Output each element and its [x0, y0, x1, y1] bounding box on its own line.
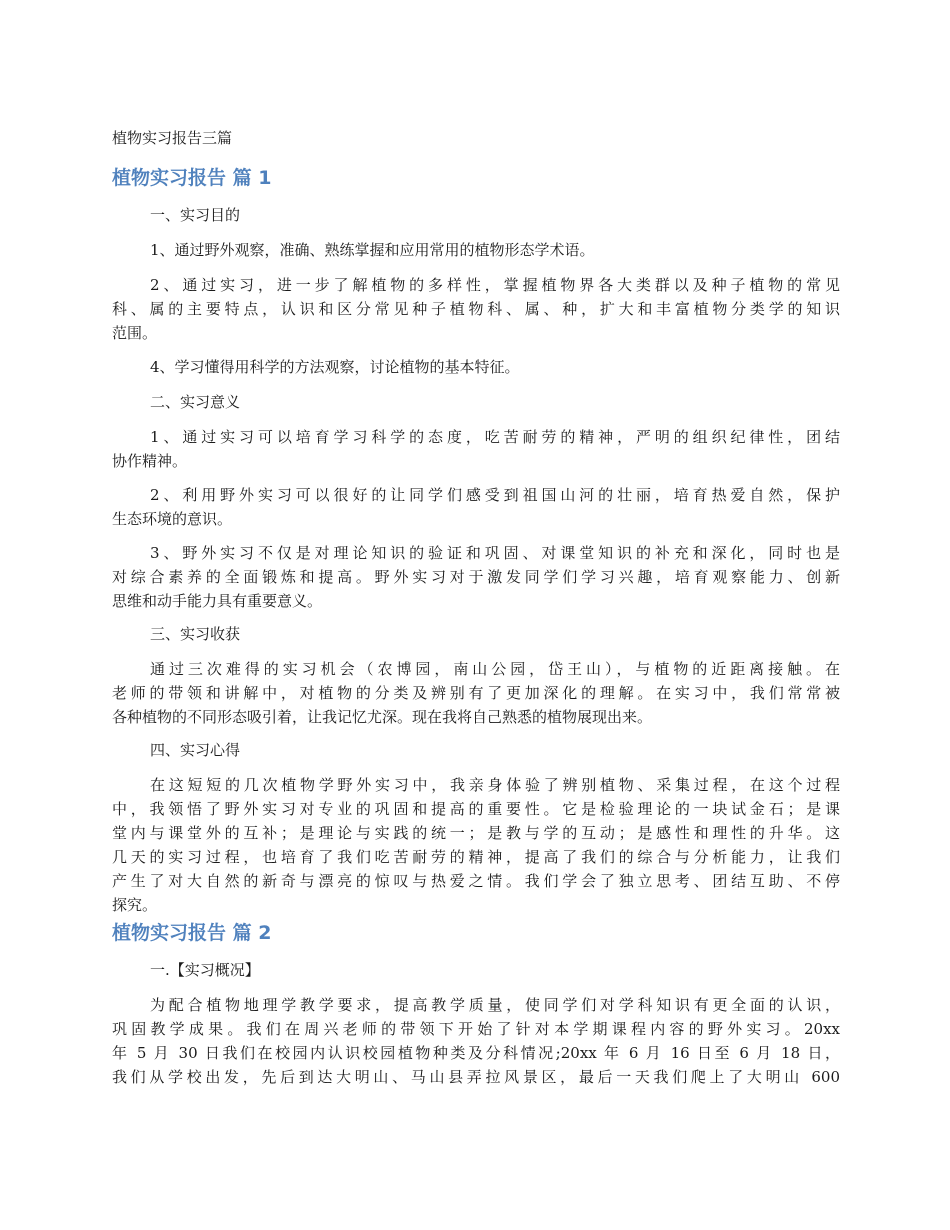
reflections-paragraph: [112, 773, 840, 917]
overview-line-1: 为配合植物地理学教学要求，提高教学质量，使同学们对学科知识有更全面的认识，: [150, 996, 840, 1014]
goal-item-1: [112, 238, 840, 262]
reflections-line-1: 在这短短的几次植物学野外实习中，我亲身体验了辨别植物、采集过程，在这个过程: [150, 776, 840, 794]
overview-line-2: 巩固教学成果。我们在周兴老师的带领下开始了针对本学期课程内容的野外实习。20xx: [112, 1020, 840, 1038]
heading-text: 二、实习意义: [150, 393, 241, 411]
meaning-3-line-1: 3、野外实习不仅是对理论知识的验证和巩固、对课堂知识的补充和深化，同时也是: [150, 544, 840, 562]
meaning-3-line-2: 对综合素养的全面锻炼和提高。野外实习对于激发同学们学习兴趣，培育观察能力、创新: [112, 568, 840, 586]
heading-internship-gains: [112, 622, 840, 646]
reflections-line-4: 几天的实习过程，也培育了我们吃苦耐劳的精神，提高了我们的综合与分析能力，让我们: [112, 848, 840, 866]
heading-internship-overview: [112, 958, 840, 982]
section-heading-2: 植物实习报告 篇 2: [112, 922, 272, 944]
reflections-line-5: 产生了对大自然的新奇与漂亮的惊叹与热爱之情。我们学会了独立思考、团结互助、不停: [112, 872, 840, 890]
heading-internship-reflections: [112, 738, 840, 762]
heading-text: 一、实习目的: [150, 206, 241, 224]
reflections-line-3: 堂内与课堂外的互补；是理论与实践的统一；是教与学的互动；是感性和理性的升华。这: [112, 824, 840, 842]
reflections-line-6: 探究。: [112, 896, 158, 914]
meaning-1-line-2: 协作精神。: [112, 452, 188, 470]
meaning-3-line-3: 思维和动手能力具有重要意义。: [112, 592, 323, 610]
goal-item-2: [112, 273, 840, 345]
heading-internship-goals: [112, 203, 840, 227]
meaning-2-line-2: 生态环境的意识。: [112, 510, 233, 528]
goal-item-4: [112, 355, 840, 379]
goal-1-text: 1、通过野外观察，准确、熟练掌握和应用常用的植物形态学术语。: [150, 241, 595, 259]
meaning-2-line-1: 2、利用野外实习可以很好的让同学们感受到祖国山河的壮丽，培育热爱自然，保护: [150, 486, 840, 504]
gains-line-3: 各种植物的不同形态吸引着，让我记忆尤深。现在我将自己熟悉的植物展现出来。: [112, 708, 653, 726]
reflections-line-2: 中，我领悟了野外实习对专业的巩固和提高的重要性。它是检验理论的一块试金石；是课: [112, 800, 840, 818]
heading-text: 四、实习心得: [150, 741, 241, 759]
goal-4-text: 4、学习懂得用科学的方法观察，讨论植物的基本特征。: [150, 358, 520, 376]
goal-2-line-1: 2、通过实习，进一步了解植物的多样性，掌握植物界各大类群以及种子植物的常见: [150, 276, 840, 294]
gains-line-1: 通过三次难得的实习机会（农博园，南山公园，岱王山），与植物的近距离接触。在: [150, 660, 840, 678]
goal-2-line-2: 科、属的主要特点，认识和区分常见种子植物科、属、种，扩大和丰富植物分类学的知识: [112, 300, 840, 318]
meaning-item-2: [112, 483, 840, 531]
overview-line-3: 年 5 月 30 日我们在校园内认识校园植物种类及分科情况;20xx 年 6 月 16 日至 6 月 18 日，: [112, 1044, 840, 1062]
meaning-item-1: [112, 425, 840, 473]
overview-paragraph: [112, 993, 840, 1089]
gains-line-2: 老师的带领和讲解中，对植物的分类及辨别有了更加深化的理解。在实习中，我们常常被: [112, 684, 840, 702]
overview-line-4: 我们从学校出发，先后到达大明山、马山县弄拉风景区，最后一天我们爬上了大明山 600: [112, 1068, 840, 1086]
document-title: 植物实习报告三篇: [112, 129, 233, 147]
meaning-1-line-1: 1、通过实习可以培育学习科学的态度，吃苦耐劳的精神，严明的组织纪律性，团结: [150, 428, 840, 446]
heading-text: 一.【实习概况】: [150, 961, 260, 979]
gains-paragraph: [112, 657, 840, 729]
heading-internship-meaning: [112, 390, 840, 414]
section-heading-1: 植物实习报告 篇 1: [112, 167, 272, 189]
meaning-item-3: [112, 541, 840, 613]
goal-2-line-3: 范围。: [112, 324, 158, 342]
heading-text: 三、实习收获: [150, 625, 241, 643]
